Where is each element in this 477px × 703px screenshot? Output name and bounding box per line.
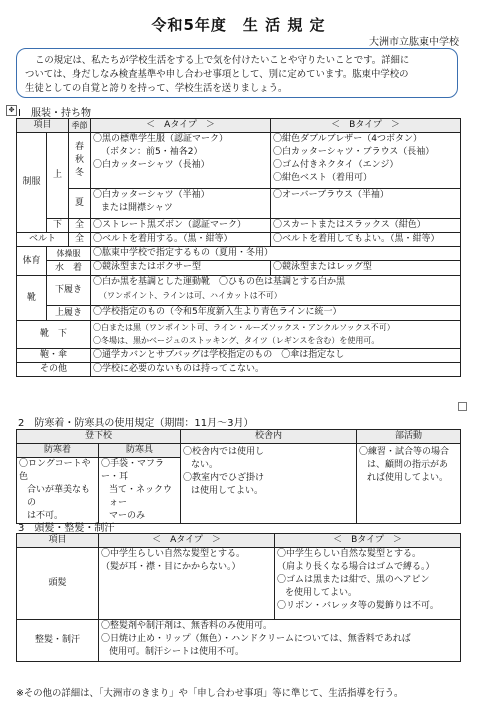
outdoor-shoes-label: 下履き xyxy=(47,276,91,306)
cell-line: は使用してよい。 xyxy=(191,486,264,496)
cell-line: （ボタン：前5・袖各2） xyxy=(101,147,203,157)
cell-line: を使用してよい。 xyxy=(285,588,358,598)
cell-line: 〇手袋・マフラー・耳 xyxy=(101,459,165,482)
cell-line: 〇校舎内では使用し xyxy=(183,447,265,457)
cold-weather-table xyxy=(16,429,461,524)
cell-line: マーのみ xyxy=(109,511,146,521)
header-type-a: ＜ Aタイプ ＞ xyxy=(99,534,275,548)
intro-box xyxy=(16,48,458,98)
cell-line: 合いが華美なもの xyxy=(27,485,91,508)
cell-line: は不可。 xyxy=(27,511,64,521)
cell-line: 〇白または黒（ワンポイント可、ライン・ルーズソックス・アンクルソックス不可） xyxy=(93,323,395,332)
shoes-label: 靴 xyxy=(17,276,47,321)
cell-line: または開襟シャツ xyxy=(101,203,173,213)
gym-clothes-label: 体操服 xyxy=(47,247,91,261)
swimsuit-type-b: 〇競泳型またはレッグ型 xyxy=(271,261,461,276)
header-item: 項目 xyxy=(17,119,69,133)
upper-summer-type-b xyxy=(271,189,461,219)
pe-label: 体育 xyxy=(17,247,47,276)
gym-clothes-value: 〇肱東中学校で指定するもの（夏用・冬用） xyxy=(91,247,461,261)
cell-line: 〇日焼け止め・リップ（無色）・ハンドクリームについては、無香料であれば xyxy=(101,634,411,644)
header-type-a: ＜ Aタイプ ＞ xyxy=(91,119,271,133)
intro-line: ついては、身だしなみ検査基準や申し合わせ事項として、別に定めています。肱東中学校の xyxy=(25,69,409,80)
swimsuit-type-a: 〇競泳型またはボクサー型 xyxy=(91,261,271,276)
club-value xyxy=(357,444,461,524)
upper-label: 上 xyxy=(47,133,69,219)
other-value: 〇学校に必要のないものは持ってこない。 xyxy=(91,363,461,377)
season-spring: 春 xyxy=(75,142,85,152)
cell-line: 〇中学生らしい自然な髪型とする。 xyxy=(101,549,246,559)
cell-line: 〇中学生らしい自然な髪型とする。 xyxy=(277,549,422,559)
cell-line: 〇教室内でひざ掛け xyxy=(183,473,265,483)
section-title-hair: 3 頭髪・整髪・制汗 xyxy=(18,523,115,534)
lower-type-a: 〇ストレート黒ズボン（認証マーク） xyxy=(91,219,271,233)
header-item: 項目 xyxy=(17,534,99,548)
uniform-label: 制服 xyxy=(17,133,47,233)
section-title-clothing: Ⅰ 服装・持ち物 xyxy=(18,108,91,119)
header-season: 季節 xyxy=(69,119,91,133)
header-in-school: 校舎内 xyxy=(181,430,357,444)
cell-line: 〇白カッターシャツ（半袖） xyxy=(93,190,210,200)
belt-type-a: 〇ベルトを着用する。（黒・紺等） xyxy=(91,233,271,247)
lower-label: 下 xyxy=(47,219,69,233)
table-resize-handle-icon[interactable] xyxy=(458,402,467,411)
upper-winter-type-a xyxy=(91,133,271,189)
cell-line: 〇冬場は、黒かベージュのストッキング、タイツ（レギンスを含む）を使用可。 xyxy=(93,336,380,345)
season-winter: 冬 xyxy=(75,168,85,178)
swimsuit-label: 水 着 xyxy=(47,261,91,276)
cell-line: 〇ゴム付きネクタイ（エンジ） xyxy=(273,160,399,170)
hair-table xyxy=(16,533,461,662)
header-accessories: 防寒具 xyxy=(99,444,181,458)
cell-line: 使用可。制汗シートは使用不可。 xyxy=(109,647,245,657)
clothing-table xyxy=(16,118,461,377)
cell-line: 〇紺色ダブルブレザー（4つボタン） xyxy=(273,134,423,144)
document-title: 令和5年度 生 活 規 定 xyxy=(151,16,326,34)
bag-umbrella-value: 〇通学カバンとサブバッグは学校指定のもの 〇傘は指定なし xyxy=(91,349,461,363)
accessories-value xyxy=(99,458,181,524)
hair-type-a xyxy=(99,548,275,620)
cell-line: 〇ロングコートや色 xyxy=(19,459,91,482)
hair-type-b xyxy=(275,548,461,620)
upper-summer-type-a xyxy=(91,189,271,219)
cell-line: 〇紺色ベスト（着用可） xyxy=(273,173,373,183)
header-type-b: ＜ Bタイプ ＞ xyxy=(275,534,461,548)
season-all: 全 xyxy=(69,219,91,233)
outdoor-shoes-value xyxy=(91,276,461,306)
season-autumn: 秋 xyxy=(75,155,85,165)
cell-line: れば使用してよい。 xyxy=(367,473,449,483)
belt-label: ベルト xyxy=(17,233,69,247)
cell-line: （肩より長くなる場合はゴムで縛る。） xyxy=(277,562,435,572)
cell-line: （髪が耳・襟・目にかからない。） xyxy=(101,562,241,572)
footer-note: ※その他の詳細は、「大洲市のきまり」や「申し合わせ事項」等に準じて、生活指導を行う。 xyxy=(16,688,404,699)
cell-line: 〇整髪剤や制汗剤は、無香料のみ使用可。 xyxy=(101,621,273,631)
section-title-cold-weather: 2 防寒着・防寒具の使用規定（期間：11月～3月） xyxy=(18,418,254,429)
socks-value xyxy=(91,321,461,349)
season-summer: 夏 xyxy=(69,189,91,219)
cell-line: 〇リボン・バレッタ等の髪飾りは不可。 xyxy=(277,601,439,611)
cell-line: ない。 xyxy=(191,460,219,470)
cell-line: 当て・ネックウォー xyxy=(109,485,173,508)
upper-winter-type-b xyxy=(271,133,461,189)
table-move-handle-icon[interactable]: ✥ xyxy=(6,105,17,116)
in-school-value xyxy=(181,444,357,524)
hair-label: 頭髪 xyxy=(17,548,99,620)
season-fall-winter xyxy=(69,133,91,189)
styling-label: 整髪・制汗 xyxy=(17,620,99,662)
cell-line: 〇白か黒を基調とした運動靴 〇ひもの色は基調とする白か黒 xyxy=(93,277,346,287)
belt-type-b: 〇ベルトを着用してもよい。（黒・紺等） xyxy=(271,233,461,247)
school-name: 大洲市立肱東中学校 xyxy=(369,37,459,48)
intro-line: 生徒としての自覚と誇りを持って、学校生活を送りましょう。 xyxy=(25,83,288,94)
header-coat: 防寒着 xyxy=(17,444,99,458)
header-club: 部活動 xyxy=(357,430,461,444)
cell-line: 〇白カッターシャツ（長袖） xyxy=(93,160,210,170)
cell-line: 〇黒の標準学生服（認証マーク） xyxy=(93,134,229,144)
cell-line: 〇オーバーブラウス（半袖） xyxy=(273,190,389,200)
other-label: その他 xyxy=(17,363,91,377)
cell-line: 〇白カッターシャツ・ブラウス（長袖） xyxy=(273,147,435,157)
styling-value xyxy=(99,620,461,662)
header-commute: 登下校 xyxy=(17,430,181,444)
lower-type-b: 〇スカートまたはスラックス（紺色） xyxy=(271,219,461,233)
bag-umbrella-label: 鞄・傘 xyxy=(17,349,91,363)
season-all: 全 xyxy=(69,233,91,247)
intro-line: この規定は、私たちが学校生活をする上で気を付けたいことや守りたいことです。詳細に xyxy=(35,55,410,66)
indoor-shoes-value: 〇学校指定のもの（令和5年度新入生より青色ラインに統一） xyxy=(91,306,461,321)
cell-line: 〇ゴムは黒または紺で、黒のヘアピン xyxy=(277,575,430,585)
coat-value xyxy=(17,458,99,524)
cell-line: （ワンポイント、ラインは可、ハイカットは不可） xyxy=(99,291,282,300)
cell-line: 〇練習・試合等の場合 xyxy=(359,447,450,457)
socks-label: 靴 下 xyxy=(17,321,91,349)
cell-line: は、顧問の指示があ xyxy=(367,460,449,470)
indoor-shoes-label: 上履き xyxy=(47,306,91,321)
header-type-b: ＜ Bタイプ ＞ xyxy=(271,119,461,133)
